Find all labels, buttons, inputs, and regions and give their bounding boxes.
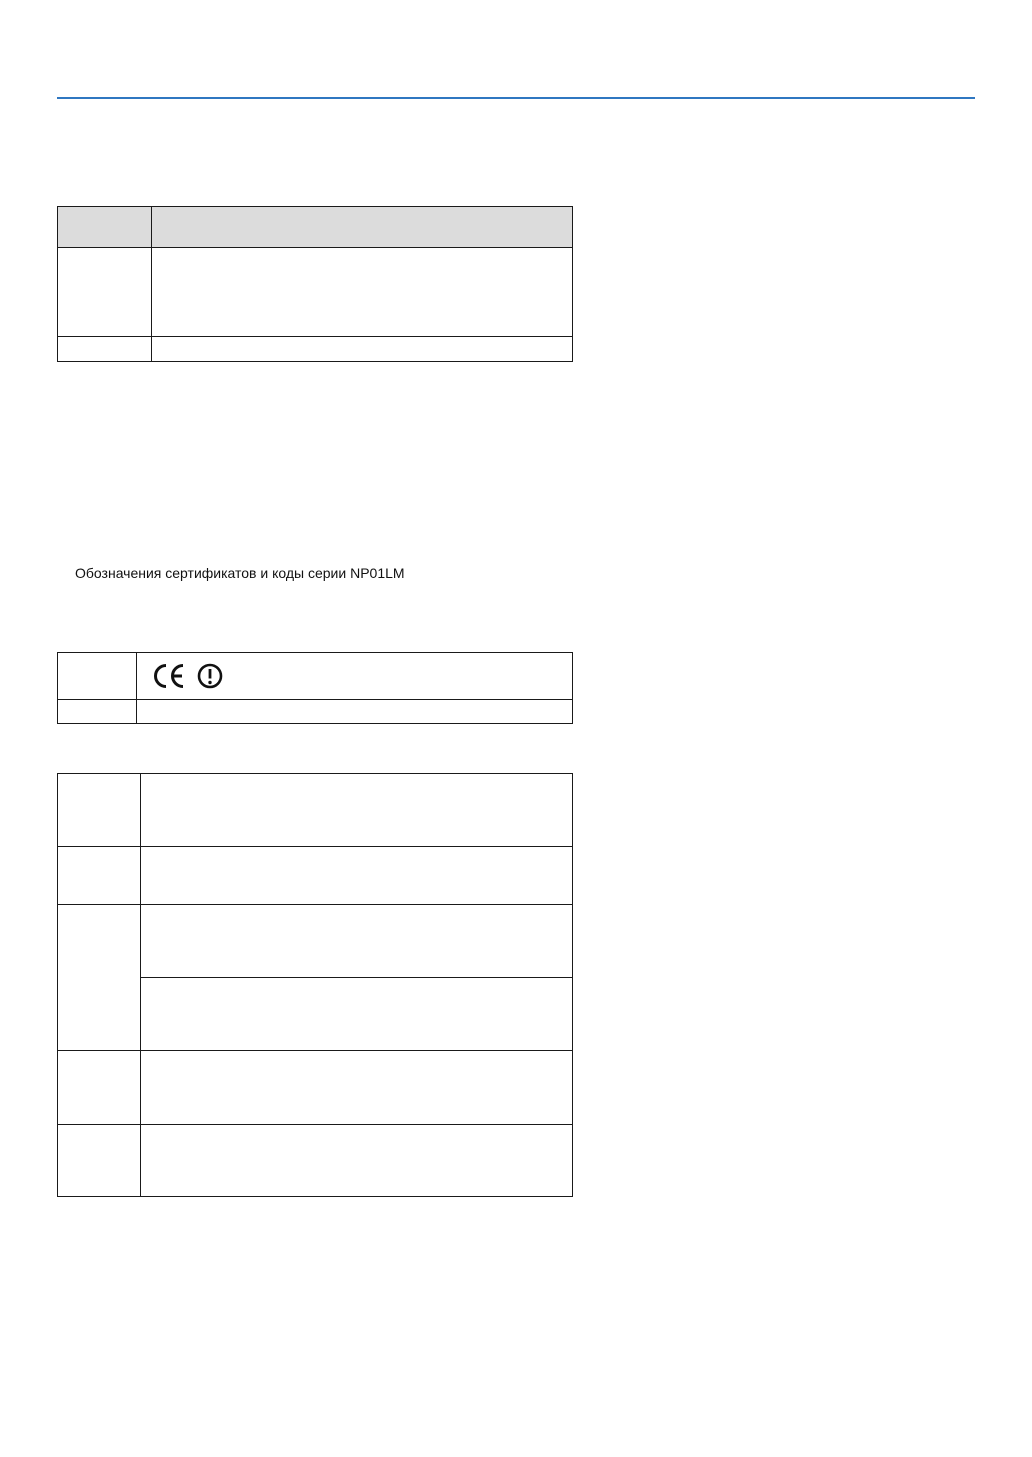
table-row (58, 847, 573, 905)
certification-marks-table (57, 652, 573, 724)
table-cell (58, 248, 152, 337)
table-cell (141, 1051, 573, 1125)
table-cell (152, 337, 573, 362)
table-cell (58, 774, 141, 847)
table-header-row (58, 207, 573, 248)
table-cell (58, 905, 141, 1051)
table-header-cell (152, 207, 573, 248)
alert-mark-icon (197, 663, 223, 689)
table-cell (58, 1051, 141, 1125)
table-cell (58, 337, 152, 362)
certification-caption: Обозначения сертификатов и коды серии NP01LM (75, 565, 405, 581)
specification-table (57, 206, 573, 362)
table-row (58, 248, 573, 337)
codes-table (57, 773, 573, 1197)
table-cell (141, 905, 573, 978)
table-cell (141, 847, 573, 905)
table-row (58, 905, 573, 978)
table-cell (152, 248, 573, 337)
table-cell (58, 653, 137, 700)
table-cell (137, 700, 573, 724)
table-row (58, 653, 573, 700)
table-cell (58, 847, 141, 905)
table-cell (58, 1125, 141, 1197)
table-cell (141, 774, 573, 847)
table-cell (141, 978, 573, 1051)
table-cell (141, 1125, 573, 1197)
table-row (58, 337, 573, 362)
certification-marks (137, 663, 572, 689)
ce-mark-icon (153, 663, 185, 689)
table-row (58, 1125, 573, 1197)
table-row (58, 1051, 573, 1125)
table-header-cell (58, 207, 152, 248)
table-row (58, 700, 573, 724)
table-cell (58, 700, 137, 724)
header-rule (57, 97, 975, 99)
table-row (58, 774, 573, 847)
table-cell (137, 653, 573, 700)
